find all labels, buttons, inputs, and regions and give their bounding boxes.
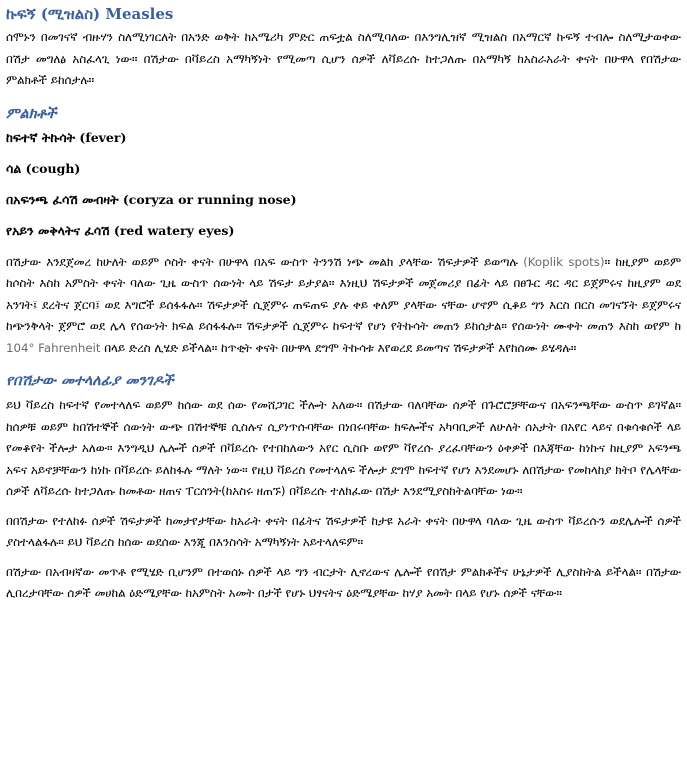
intro-paragraph bbox=[6, 27, 681, 92]
temperature-value: 104° Fahrenheit bbox=[6, 340, 101, 355]
symptoms-text-part: በሽታው እንደጀመረ ከሁለት ወይም ሶስት ቀናት በሁዋላ በአፍ ውስጥ ትንንሽ ነጭ መልክ ያላቸው ሽፍታዎች ይወጣሉ bbox=[6, 254, 518, 269]
transmission-paragraph-1 bbox=[6, 395, 681, 503]
symptoms-list bbox=[6, 128, 681, 241]
symptoms-heading: ምልክቶች bbox=[6, 104, 57, 122]
symptoms-text-part: ። ከዚያም ወይም ከሶስት እስከ አምስት ቀናት ባለው ጊዜ ውስጥ ሰውነት ላይ ሽፍታ ይታያል። እነዚህ ሽፍታዎች መጀመሪያ በፊት ላይ በፀጉር ዳር ዳር ይጀምሩና ከዚያም ወደ አንገት፤ ደረትና ጀርባ፤ ወደ እግሮች ይሰፋፋሉ። ሽፍታዎች ሲጀምሩ ጠፍጠፍ ያሉ ቀይ ቀለም ያላቸው ናቸው ሆኖም ሲቆይ ግን እርስ በርስ መገናኘት ይጀምሩና ከጭንቅላት ጀምሮ ወደ ሌላ የሰውነት ክፍል ይሰፋፋሉ። ሽፍታዎች ሲጀምሩ ከፍተኛ የሆነ የትኩሳት መጠን ይከሰታል። የሰውነት ሙቀት መጠን እስከ ወየም ከ bbox=[6, 254, 682, 333]
symptom-item: በአፍንጫ ፈሳሽ መብዛት (coryza or running nose) bbox=[6, 191, 297, 207]
page-title: ኩፍኝ (ሚዝልስ) Measles bbox=[6, 5, 174, 23]
symptoms-text bbox=[6, 252, 681, 360]
koplik-spots-term: (Koplik spots) bbox=[523, 254, 605, 269]
symptoms-text-part: በላይ ድረስ ሊሄድ ይችላል። ከጥቂት ቀናት በሁዋላ ደግሞ ትኩሳቱ እየወረደ ይመጣና ሽፍታዎች እየከሰሙ ይሄዳሉ። bbox=[100, 340, 577, 355]
symptom-item: የአይን መቅላትና ፈሳሽ (red watery eyes) bbox=[6, 222, 235, 238]
transmission-heading: የበሽታው መተላለፊያ መንገዶች bbox=[6, 372, 174, 389]
symptoms-paragraph bbox=[6, 252, 681, 360]
transmission-paragraph-2 bbox=[6, 511, 681, 554]
transmission-paragraph-3 bbox=[6, 562, 681, 605]
symptom-item: ከፍተኛ ትኩሳት (fever) bbox=[6, 129, 127, 145]
transmission-text: በሽታው በአብዛኛው መጥቶ የሚሄድ ቢሆንም በተወሰኑ ሰዎች ላይ ግን ብርታት ሊኖረውና ሌሎች የበሽታ ምልክቶችና ሁኔታዎች ሊያስከትል ይችላል። በሽታው ሊበረታባቸው ሰዎች መሀከል ዕድሜያቸው ከአምስት አመት በታች የሆኑ ህፃናትና ዕድሜያቸው ከሃያ አመት በላይ የሆኑ ሰዎች ናቸው። bbox=[6, 564, 681, 600]
transmission-text: ይህ ቫይረስ ከፍተኛ የመተላለፍ ወይም ከሰው ወደ ሰው የመሸጋገር ችሎት አለው። በሽታው ባለባቸው ሰዎች በጉሮሮቻቸውና በአፍንጫቸው ውስጥ ይገኛል። ከሰዎቹ ወይም ከበሽተኞች ሰውነት ውጭ በሽተኞቹ ሲስሉና ሲያነጥሱባቸው በነበሩባቸው ክፍሎችና አካባቢዎች ለሁለት ሰአታት በአየር ላይና በቁሳቁሶች ላይ የመቆየት ችሎታ አለው። እንግዲህ ሌሎች ሰዎች በቫይረሱ የተበከለውን አየር ሲስቡ ወየም ቫየረሱ ያረፈባቸውን ዕቀዎች በእጃቸው ከነኩና ከዚያም አፍንጫ አፍና አይኖቻቸውን ከነኩ በቫይረሱ ይለከፋሉ ማለት ነው። የዚህ ቫይረስ የመተላለፍ ችሎታ ደግሞ ከፍተኛ የሆነ እንደመሆኑ ለበሽታው የመከላከያ ክትቦ የሌላቸው ሰዎች ለቫይረሱ ከተጋለጡ ከመቶው ዘጠና ፐርሰንት(ከአስሩ ዘጠኙ) በቫይረሱ ተለክፈው በሽታ እንደሚያስከትልባቸው ነው። bbox=[6, 398, 681, 498]
transmission-text: በበሽታው የተለከፉ ሰዎች ሽፍታዎች ከመታየታቸው ከአራት ቀናት በፊትና ሽፍታዎች ከታዩ አራት ቀናት በሁዋላ ባለው ጊዜ ውስጥ ቫይረሱን ወደሌሎች ሰዎች ያስተላልፋሉ። ይህ ቫይረስ ከሰው ወደሰው እንጂ በእንስሳት አማካኝነት አይተላለፍም። bbox=[6, 513, 681, 549]
intro-text: ሰሞኑን በመገናኛ ብዙሃን ስለሚነገርለት በአንድ ወቅት ከአሜሪካ ምድር ጠፍቷል ስለሚባለው በእንግሊዝኛ ሚዝልስ በአማርኛ ኩፍኝ ተብሎ ስለሚታወቀው በሽታ መግለፅ አስፈላጊ ነው። በሽታው በቫይረስ አማካኝነት የሚመጣ ሲሆን ሰዎች ለቫይረሱ ከተጋለጡ በአማካኝ ከአስራአራት ቀናት በሁዋላ የበሽታው ምልክቶች ይከሰታሉ። bbox=[6, 30, 681, 87]
symptom-item: ሳል (cough) bbox=[6, 160, 81, 176]
